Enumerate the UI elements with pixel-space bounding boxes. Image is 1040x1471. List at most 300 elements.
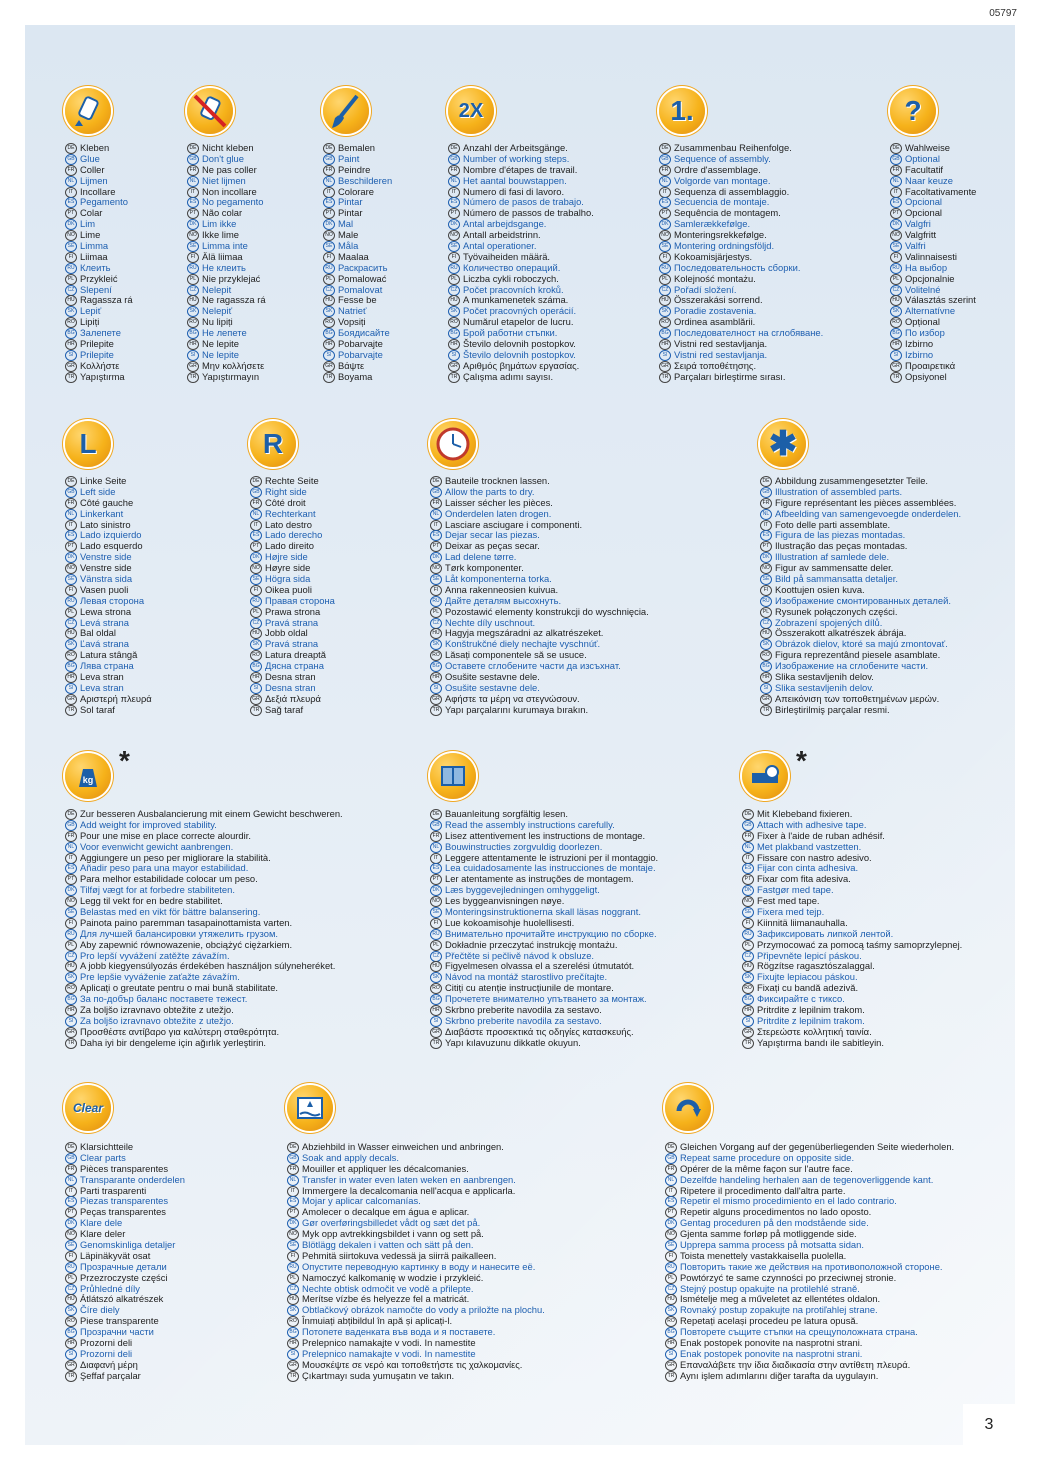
language-flag-icon: IT — [430, 853, 442, 864]
language-flag-icon: CZ — [65, 618, 77, 629]
language-flag-icon: RU — [65, 1262, 77, 1273]
translation-text: Numero di fasi di lavoro. — [463, 185, 565, 197]
language-flag-icon: NO — [448, 230, 460, 241]
language-flag-icon: SE — [65, 241, 77, 252]
translation-text: Pièces transparentes — [80, 1162, 169, 1174]
language-flag-icon: CZ — [187, 285, 199, 296]
translation-text: Rechte Seite — [265, 475, 319, 486]
language-flag-icon: TR — [448, 372, 460, 383]
translation-text: Amolecer o decalque em água e aplicar. — [302, 1206, 470, 1218]
translation-text: Bemalen — [338, 142, 376, 153]
language-flag-icon: GR — [430, 694, 442, 705]
translation-text: Lado izquierdo — [80, 529, 142, 541]
language-flag-icon: BG — [760, 661, 772, 672]
translation-text: Zusammenbau Reihenfolge. — [674, 142, 792, 153]
translation-text: Högra sida — [265, 573, 311, 585]
translation-text: Aby zapewnić równowazenie, obciążyć ciężarkiem. — [80, 938, 293, 950]
language-flag-icon: GB — [448, 154, 460, 165]
language-flag-icon: HU — [287, 1294, 299, 1305]
translation-text: Boyama — [338, 370, 373, 382]
language-flag-icon: SE — [890, 241, 902, 252]
translation-text: Peindre — [338, 163, 371, 175]
translation-text: Kolejność montażu. — [674, 272, 756, 284]
tape-icon — [742, 753, 788, 799]
language-flag-icon: NL — [430, 509, 442, 520]
translation-text: Lado esquerdo — [80, 540, 143, 552]
translation-text: Legg til vekt for en bedre stabilitet. — [80, 895, 223, 907]
language-flag-icon: HU — [187, 295, 199, 306]
translation-text: Lisez attentivement les instructions de montage. — [445, 829, 646, 841]
language-flag-icon: PL — [65, 940, 77, 951]
language-flag-icon: DK — [448, 219, 460, 230]
translation-text: Μουσκέψτε σε νερό και τοποθετήστε τις χαλκομανίες. — [302, 1358, 523, 1370]
translation-text: Slepení — [80, 283, 112, 295]
translation-text: Mouiller et appliquer les décalcomanies. — [302, 1162, 469, 1174]
translation-line — [890, 372, 976, 383]
language-flag-icon: BG — [65, 661, 77, 672]
translation-text: Daha iyi bir dengeleme için ağırlık yerleştirin. — [80, 1036, 267, 1048]
language-flag-icon: DE — [187, 143, 199, 154]
translation-text: Залепете — [80, 327, 121, 339]
language-flag-icon: FR — [187, 165, 199, 176]
translation-text: Ikke lime — [202, 229, 239, 241]
language-flag-icon: CZ — [65, 285, 77, 296]
language-flag-icon: CZ — [665, 1284, 677, 1295]
translation-text: Niet lijmen — [202, 174, 246, 186]
language-flag-icon: GB — [65, 154, 77, 165]
language-flag-icon: IT — [65, 187, 77, 198]
no-glue-icon — [187, 88, 233, 134]
translation-text: Çalışma adımı sayısı. — [463, 370, 554, 382]
language-flag-icon: SI — [659, 350, 671, 361]
language-flag-icon: ES — [250, 530, 262, 541]
translation-text: Måla — [338, 240, 359, 252]
language-flag-icon: HU — [65, 628, 77, 639]
language-flag-icon: DE — [742, 809, 754, 820]
translation-text: Liczba cykli roboczych. — [463, 272, 559, 284]
language-flag-icon: CZ — [250, 618, 262, 629]
language-flag-icon: ES — [659, 197, 671, 208]
language-flag-icon: GR — [760, 694, 772, 705]
translation-text: Fastgør med tape. — [757, 884, 834, 896]
translation-text: Gør overføringsbilledet vådt og sæt det på. — [302, 1217, 481, 1229]
translation-line — [430, 1038, 658, 1049]
language-flag-icon: HR — [250, 672, 262, 683]
translation-text: Facultatif — [905, 163, 944, 175]
language-flag-icon: HU — [65, 961, 77, 972]
language-flag-icon: SE — [665, 1240, 677, 1251]
language-flag-icon: SK — [665, 1305, 677, 1316]
translation-text: Ne lepite — [202, 338, 240, 350]
language-flag-icon: BG — [430, 661, 442, 672]
translation-text: Opcional — [905, 207, 943, 219]
translation-text: Naar keuze — [905, 174, 953, 186]
translation-text: Deixar as peças secar. — [445, 540, 540, 552]
language-flag-icon: NO — [430, 563, 442, 574]
translation-line — [760, 705, 961, 716]
translation-text: Počet pracovných operácií. — [463, 305, 577, 317]
language-flag-icon: RO — [323, 317, 335, 328]
language-flag-icon: DK — [323, 219, 335, 230]
translation-text: Colorare — [338, 185, 374, 197]
translation-text: Раскрасить — [338, 261, 388, 273]
translation-text: Leggere attentamente le istruzioni per il montaggio. — [445, 851, 659, 863]
language-flag-icon: HR — [659, 339, 671, 350]
language-flag-icon: NL — [665, 1175, 677, 1186]
translation-line — [665, 1371, 954, 1382]
translation-line — [250, 705, 335, 716]
translation-text: Διαβάστε προσεκτικά τις οδηγίες κατασκευής. — [445, 1025, 634, 1037]
language-flag-icon: FI — [665, 1251, 677, 1262]
translation-text: Pomalować — [338, 272, 387, 284]
language-flag-icon: SK — [187, 306, 199, 317]
translation-text: Prozorni deli — [80, 1337, 133, 1349]
translation-text: Ilustração das peças montadas. — [775, 540, 908, 552]
language-flag-icon: RO — [448, 317, 460, 328]
language-flag-icon: SI — [65, 350, 77, 361]
language-flag-icon: SI — [430, 683, 442, 694]
language-flag-icon: CZ — [430, 618, 442, 629]
translation-text: Læs byggevejledningen omhyggeligt. — [445, 884, 600, 896]
language-flag-icon: DK — [65, 552, 77, 563]
translation-text: Στερεώστε κολλητική ταινία. — [757, 1025, 872, 1037]
language-flag-icon: GR — [65, 1360, 77, 1371]
asterisk-icon: * — [796, 745, 807, 776]
language-flag-icon: RU — [659, 263, 671, 274]
language-flag-icon: SE — [659, 241, 671, 252]
language-flag-icon: BG — [659, 328, 671, 339]
translation-text: Nu lipiți — [202, 316, 233, 328]
translation-text: Pritrdite z lepilnim trakom. — [757, 1014, 865, 1026]
glue-icon — [65, 88, 111, 134]
translation-text: Desna stran — [265, 681, 316, 693]
translation-text: Parti trasparenti — [80, 1184, 147, 1196]
translation-text: Parçaları birleştirme sırası. — [674, 370, 786, 382]
language-flag-icon: NL — [890, 176, 902, 187]
translation-text: Monteringsrekkefølge. — [674, 229, 767, 241]
language-flag-icon: SI — [890, 350, 902, 361]
language-flag-icon: SI — [250, 683, 262, 694]
translation-text: Bouwinstructies zorgvuldig doorlezen. — [445, 840, 603, 852]
language-flag-icon: PL — [430, 940, 442, 951]
translation-line — [65, 1371, 185, 1382]
language-flag-icon: IT — [742, 853, 754, 864]
language-flag-icon: RU — [430, 929, 442, 940]
translation-text: Ripetere il procedimento dall'altra parte. — [680, 1184, 846, 1196]
translation-line — [448, 372, 594, 383]
translation-text: Aynı işlem adımlarını diğer tarafta da uygulayın. — [680, 1369, 879, 1381]
language-flag-icon: NO — [323, 230, 335, 241]
translation-text: Desna stran — [265, 671, 316, 683]
language-flag-icon: HU — [430, 961, 442, 972]
language-flag-icon: ES — [65, 197, 77, 208]
translation-text: Don't glue — [202, 152, 244, 164]
translation-text: Afbeelding van samengevoegde onderdelen. — [775, 507, 962, 519]
translation-text: Tørk komponenter. — [445, 562, 524, 574]
language-flag-icon: DK — [430, 885, 442, 896]
language-flag-icon: TR — [187, 372, 199, 383]
language-flag-icon: SE — [287, 1240, 299, 1251]
language-flag-icon: SK — [742, 972, 754, 983]
translation-text: Μην κολλήσετε — [202, 359, 265, 371]
language-flag-icon: HU — [659, 295, 671, 306]
assembled-parts-icon: ✱ — [760, 421, 806, 467]
language-flag-icon: PT — [665, 1207, 677, 1218]
language-flag-icon: IT — [323, 187, 335, 198]
translation-text: Αριστερή πλευρά — [80, 692, 152, 704]
translation-text: На выбор — [905, 261, 948, 273]
translation-text: Fissare con nastro adesivo. — [757, 851, 872, 863]
language-flag-icon: HR — [323, 339, 335, 350]
language-flag-icon: GR — [65, 1027, 77, 1038]
language-flag-icon: GR — [187, 361, 199, 372]
translation-text: Počet pracovních kroků. — [463, 283, 564, 295]
translation-line — [65, 372, 133, 383]
translation-text: Gleichen Vorgang auf der gegenüberliegenden Seite wiederholen. — [680, 1141, 955, 1152]
translation-text: Prilepite — [80, 338, 114, 350]
language-flag-icon: SK — [287, 1305, 299, 1316]
translation-text: Za boljšo izravnavo obtežite z utežjo. — [80, 1004, 234, 1016]
language-flag-icon: NO — [430, 896, 442, 907]
language-flag-icon: GB — [890, 154, 902, 165]
language-flag-icon: DK — [760, 552, 772, 563]
language-flag-icon: NO — [659, 230, 671, 241]
language-flag-icon: IT — [760, 520, 772, 531]
translation-text: Последовательность сборки. — [674, 261, 801, 273]
translation-text: Skrbno preberite navodila za sestavo. — [445, 1004, 602, 1016]
translation-text: Antall arbeidstrinn. — [463, 229, 541, 241]
translation-text: Átlátszó alkatrészek — [80, 1293, 164, 1305]
language-flag-icon: DK — [187, 219, 199, 230]
translation-text: Mal — [338, 218, 354, 230]
translation-text: Tilføj vægt for at forbedre stabiliteten. — [80, 884, 235, 896]
language-flag-icon: GB — [65, 820, 77, 831]
translation-text: Genomskinliga detaljer — [80, 1239, 176, 1251]
translation-text: Opțional — [905, 316, 940, 328]
translation-text: Opcjonalnie — [905, 272, 955, 284]
language-flag-icon: PT — [65, 1207, 77, 1218]
language-flag-icon: SI — [65, 1016, 77, 1027]
language-flag-icon: NL — [65, 509, 77, 520]
language-flag-icon: SI — [287, 1349, 299, 1360]
translation-text: Leva stran — [80, 681, 124, 693]
translation-text: Wahlweise — [905, 142, 950, 153]
language-flag-icon: SK — [65, 1305, 77, 1316]
translation-text: Ler atentamente as instruções de montagem. — [445, 873, 634, 885]
language-flag-icon: GB — [742, 820, 754, 831]
decal-icon — [287, 1085, 333, 1131]
translation-text: Zobrazení spojených dílů. — [775, 616, 883, 628]
translation-text: Côté gauche — [80, 496, 134, 508]
language-flag-icon: HU — [250, 628, 262, 639]
translation-text: Gjenta samme forløp på motliggende side. — [680, 1228, 857, 1240]
language-flag-icon: HU — [65, 1294, 77, 1305]
translation-text: Sequência de montagem. — [674, 207, 781, 219]
language-flag-icon: NO — [65, 896, 77, 907]
language-flag-icon: RU — [760, 596, 772, 607]
language-flag-icon: BG — [250, 661, 262, 672]
translation-text: Slika sestavljenih delov. — [775, 681, 874, 693]
language-flag-icon: FR — [65, 1164, 77, 1175]
translation-text: Изображение смонтированных деталей. — [775, 594, 951, 606]
translation-text: Lim ikke — [202, 218, 237, 230]
language-flag-icon: IT — [665, 1186, 677, 1197]
page-number: 3 — [963, 1404, 1015, 1446]
language-flag-icon: GR — [430, 1027, 442, 1038]
translation-text: Pořadí složení. — [674, 283, 737, 295]
translation-text: Aggiungere un peso per migliorare la stabilità. — [80, 851, 271, 863]
language-flag-icon: FR — [65, 498, 77, 509]
language-flag-icon: CZ — [430, 951, 442, 962]
translation-text: Jobb oldal — [265, 627, 308, 639]
language-flag-icon: SK — [323, 306, 335, 317]
language-flag-icon: PL — [659, 274, 671, 285]
translation-text: Figure représentant les pièces assemblées. — [775, 496, 957, 508]
translation-text: Liimaa — [80, 250, 108, 262]
language-flag-icon: NL — [250, 509, 262, 520]
language-flag-icon: TR — [742, 1038, 754, 1049]
language-flag-icon: GB — [287, 1153, 299, 1164]
language-flag-icon: PT — [448, 208, 460, 219]
translation-text: Incollare — [80, 185, 116, 197]
language-flag-icon: GB — [665, 1153, 677, 1164]
left-side-icon: L — [65, 421, 111, 467]
language-flag-icon: PL — [430, 607, 442, 618]
language-flag-icon: BG — [430, 994, 442, 1005]
translation-text: Çıkartmayı suda yumuşatın ve takın. — [302, 1369, 455, 1381]
language-flag-icon: GR — [323, 361, 335, 372]
translation-text: Klare deler — [80, 1228, 126, 1240]
language-flag-icon: DE — [250, 476, 262, 487]
translation-text: Фиксирайте с тиксо. — [757, 993, 845, 1005]
language-flag-icon: FR — [323, 165, 335, 176]
language-flag-icon: FI — [287, 1251, 299, 1262]
language-flag-icon: ES — [430, 530, 442, 541]
language-flag-icon: TR — [323, 372, 335, 383]
translation-text: Sağ taraf — [265, 703, 304, 715]
translation-text: Pravá strana — [265, 616, 319, 628]
translation-text: Lato destro — [265, 518, 312, 530]
translation-line — [65, 1038, 343, 1049]
language-flag-icon: HR — [742, 1005, 754, 1016]
translation-text: Для лучшей балансировки утяжелить грузом. — [80, 927, 279, 939]
translation-text: Piezas transparentes — [80, 1195, 169, 1207]
translation-text: Не клеить — [202, 261, 246, 273]
language-flag-icon: ES — [65, 863, 77, 874]
translation-text: Σειρά τοποθέτησης. — [674, 359, 757, 371]
translation-text: Limma — [80, 240, 109, 252]
translation-text: Опустите переводную картинку в воду и нанесите её. — [302, 1260, 536, 1272]
read-instructions-icon — [430, 753, 476, 799]
language-flag-icon: DK — [287, 1218, 299, 1229]
translation-text: Läpinäkyvät osat — [80, 1249, 151, 1261]
language-flag-icon: RO — [187, 317, 199, 328]
translation-text: Transparante onderdelen — [80, 1173, 185, 1185]
language-flag-icon: BG — [890, 328, 902, 339]
language-flag-icon: GR — [65, 694, 77, 705]
language-flag-icon: PL — [250, 607, 262, 618]
translation-text: Add weight for improved stability. — [80, 818, 217, 830]
translation-text: Za boljšo izravnavo obtežite z utežjo. — [80, 1014, 234, 1026]
translation-text: Yapı parçalarını kurumaya bırakın. — [445, 703, 589, 715]
translation-line — [287, 1371, 545, 1382]
language-flag-icon: NL — [323, 176, 335, 187]
language-flag-icon: DE — [65, 809, 77, 820]
language-flag-icon: FR — [890, 165, 902, 176]
translation-text: Dokładnie przeczytać instrukcję montażu. — [445, 938, 618, 950]
language-flag-icon: GR — [659, 361, 671, 372]
translation-text: Επαναλάβετε την ίδια διαδικασία στην αντίθετη πλευρά. — [680, 1358, 911, 1370]
translation-text: Αφήστε τα μέρη να στεγνώσουν. — [445, 692, 580, 704]
language-flag-icon: IT — [65, 853, 77, 864]
weight-icon — [65, 753, 111, 799]
language-flag-icon: FI — [187, 252, 199, 263]
translation-text: Fixujte lepiacou páskou. — [757, 971, 858, 983]
translation-text: Боядисайте — [338, 327, 390, 339]
translation-list — [448, 143, 594, 383]
translation-text: Брой работни стъпки. — [463, 327, 558, 339]
translation-list — [659, 143, 823, 383]
language-flag-icon: FI — [65, 585, 77, 596]
language-flag-icon: DK — [742, 885, 754, 896]
translation-text: Потопете ваденката във вода и я поставете. — [302, 1326, 496, 1338]
translation-text: Зафиксировать липкой лентой. — [757, 927, 894, 939]
language-flag-icon: GB — [430, 820, 442, 831]
language-flag-icon: TR — [659, 372, 671, 383]
translation-text: Osušite sestavne dele. — [445, 671, 540, 683]
translation-text: Prelepnico namakajte v vodi. In namestite — [302, 1347, 476, 1359]
translation-text: Lea cuidadosamente las instrucciones de montaje. — [445, 862, 656, 874]
language-flag-icon: FR — [65, 165, 77, 176]
translation-text: Rögzítse ragasztószalaggal. — [757, 960, 875, 972]
language-flag-icon: TR — [665, 1371, 677, 1382]
language-flag-icon: SK — [65, 972, 77, 983]
translation-text: Оставете сглобените части да изсъхнат. — [445, 660, 621, 672]
translation-text: Työvaiheiden määrä. — [463, 250, 551, 262]
translation-text: Количество операций. — [463, 261, 561, 273]
translation-line — [742, 1038, 962, 1049]
translation-line — [323, 208, 392, 219]
language-flag-icon: CZ — [65, 1284, 77, 1295]
translation-line — [323, 372, 392, 383]
language-flag-icon: HR — [65, 339, 77, 350]
language-flag-icon: DE — [890, 143, 902, 154]
translation-text: Repetir el mismo procedimiento en el lado contrario. — [680, 1195, 897, 1207]
language-flag-icon: SK — [65, 306, 77, 317]
language-flag-icon: FR — [659, 165, 671, 176]
translation-text: Nelepiť — [202, 305, 233, 317]
translation-text: Valgfri — [905, 218, 931, 230]
translation-text: Izbirno — [905, 348, 934, 360]
language-flag-icon: NL — [65, 176, 77, 187]
translation-text: Soak and apply decals. — [302, 1151, 399, 1163]
language-flag-icon: CZ — [760, 618, 772, 629]
language-flag-icon: ES — [287, 1196, 299, 1207]
language-flag-icon: DE — [659, 143, 671, 154]
language-flag-icon: NO — [287, 1229, 299, 1240]
language-flag-icon: PL — [287, 1273, 299, 1284]
clock-icon — [430, 421, 476, 467]
product-code: 05797 — [989, 8, 1017, 19]
translation-line — [890, 208, 976, 219]
translation-text: Hagyja megszáradni az alkatrészeket. — [445, 627, 604, 639]
language-flag-icon: BG — [323, 328, 335, 339]
language-flag-icon: SK — [448, 306, 460, 317]
language-flag-icon: DE — [65, 143, 77, 154]
translation-text: Изображение на сглобените части. — [775, 660, 929, 672]
translation-text: Sequence of assembly. — [674, 152, 771, 164]
language-flag-icon: GR — [250, 694, 262, 705]
